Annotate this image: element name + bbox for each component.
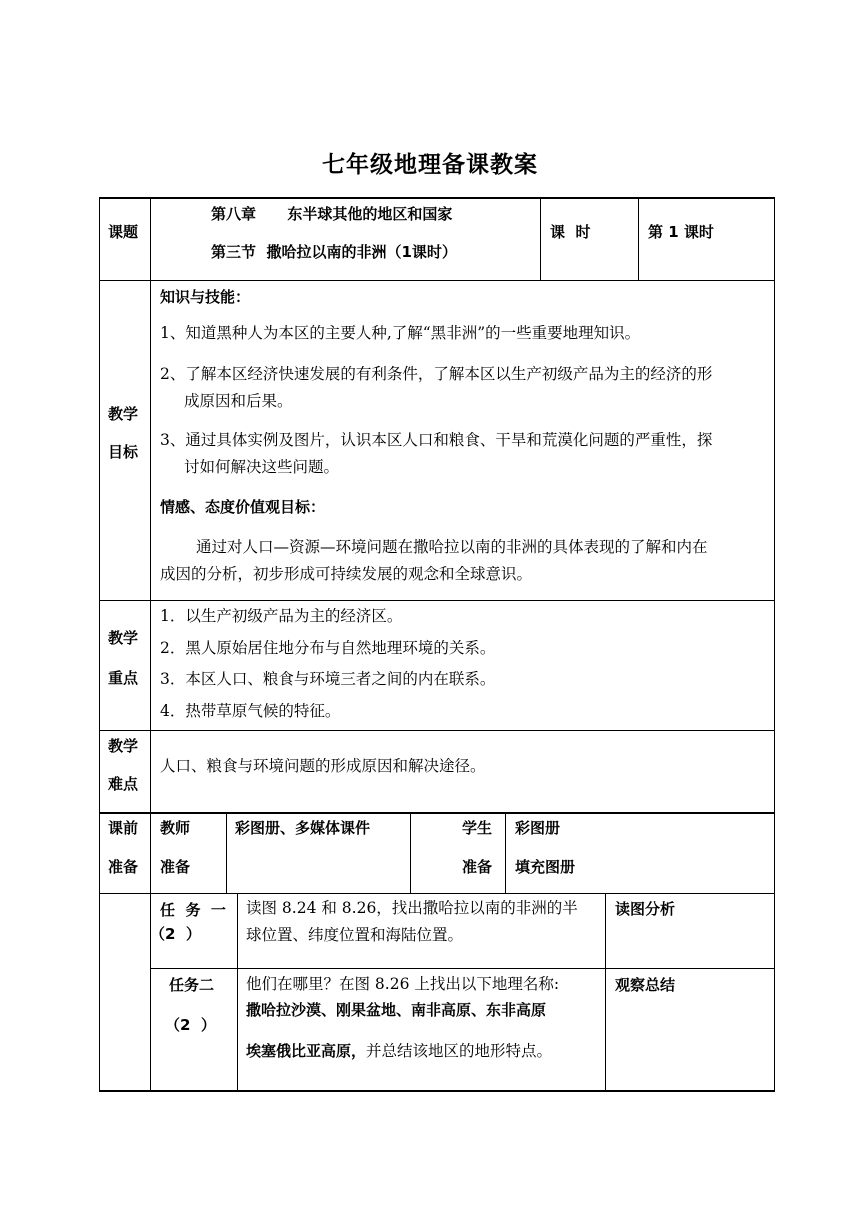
objective-item-3: 3、通过具体实例及图片，认识本区人口和粮食、干旱和荒漠化问题的严重性，探 — [160, 431, 713, 449]
objectives-label: 教学 — [108, 405, 139, 423]
key-points-label: 教学 — [108, 629, 139, 647]
student-prep-content: 填充图册 — [515, 858, 576, 876]
emotion-text-cont: 成因的分析，初步形成可持续发展的观念和全球意识。 — [160, 565, 533, 583]
student-prep-label: 准备 — [462, 858, 493, 876]
task-1-method: 读图分析 — [615, 900, 676, 918]
prep-divider — [410, 813, 411, 894]
difficulty-label: 难点 — [108, 775, 139, 793]
task-2-method: 观察总结 — [615, 976, 676, 994]
table-border-left — [99, 197, 100, 1092]
key-point-item: 1．以生产初级产品为主的经济区。 — [160, 607, 403, 625]
row-divider — [99, 730, 775, 731]
task-2-bold-term: 埃塞俄比亚高原， — [246, 1042, 367, 1060]
chapter-title: 第八章 东半球其他的地区和国家 — [211, 205, 453, 223]
emotion-text: 通过对人口—资源—环境问题在撒哈拉以南的非洲的具体表现的了解和内在 — [196, 538, 708, 556]
emotion-heading: 情感、态度价值观目标： — [160, 498, 326, 516]
prep-divider — [505, 813, 506, 894]
key-points-label: 重点 — [108, 669, 139, 687]
period-label: 课 时 — [550, 223, 591, 241]
task-divider — [605, 894, 606, 1091]
key-point-item: 4．热带草原气候的特征。 — [160, 702, 341, 720]
task-2-content-line3 — [246, 1040, 552, 1062]
document-title: 七年级地理备课教案 — [322, 152, 538, 178]
objectives-label: 目标 — [108, 443, 139, 461]
row-divider — [99, 893, 775, 894]
task-1-content-cont: 球位置、纬度位置和海陆位置。 — [246, 926, 464, 944]
row-divider — [99, 812, 775, 814]
task-2-content: 他们在哪里？在图 8.26 上找出以下地理名称: — [246, 975, 560, 993]
header-divider — [540, 197, 541, 281]
table-border-top — [99, 197, 775, 199]
section-title: 第三节 撒哈拉以南的非洲（1课时） — [211, 243, 457, 261]
period-value: 第 1 课时 — [648, 223, 714, 241]
row-divider — [99, 600, 775, 601]
table-border-bottom — [99, 1090, 775, 1092]
prep-divider — [226, 813, 227, 894]
difficulty-label: 教学 — [108, 737, 139, 755]
task-divider — [150, 968, 775, 969]
knowledge-heading: 知识与技能： — [160, 288, 251, 306]
label-column-divider — [150, 197, 151, 1092]
teacher-prep-label: 准备 — [160, 858, 191, 876]
objective-item-2: 2、了解本区经济快速发展的有利条件，了解本区以生产初级产品为主的经济的形 — [160, 365, 713, 383]
row-divider — [99, 280, 775, 281]
objective-item-1: 1、知道黑种人为本区的主要人种,了解“黑非洲”的一些重要地理知识。 — [160, 324, 641, 342]
task-2-name: 任务二 — [169, 976, 215, 994]
topic-label: 课题 — [108, 223, 139, 241]
teacher-prep-content: 彩图册、多媒体课件 — [235, 819, 371, 837]
task-1-content: 读图 8.24 和 8.26，找出撒哈拉以南的非洲的半 — [246, 899, 578, 917]
prep-label: 准备 — [108, 858, 139, 876]
task-2-content-cont: 撒哈拉沙漠、刚果盆地、南非高原、东非高原 — [246, 1001, 547, 1019]
header-divider — [638, 197, 639, 281]
teacher-prep-label: 教师 — [160, 819, 191, 837]
task-2-summary: 并总结该地区的地形特点。 — [366, 1042, 553, 1060]
difficulty-content: 人口、粮食与环境问题的形成原因和解决途径。 — [160, 757, 486, 775]
key-point-item: 3．本区人口、粮食与环境三者之间的内在联系。 — [160, 670, 496, 688]
key-point-item: 2．黑人原始居住地分布与自然地理环境的关系。 — [160, 639, 496, 657]
task-1-name: 任 务 一 — [160, 901, 226, 919]
task-1-duration: （2 ） — [150, 925, 201, 943]
student-prep-label: 学生 — [462, 819, 493, 837]
table-border-right — [774, 197, 775, 1092]
prep-label: 课前 — [108, 819, 139, 837]
task-2-duration: （2 ） — [165, 1016, 216, 1034]
task-divider — [237, 894, 238, 1091]
objective-item-3-cont: 讨如何解决这些问题。 — [184, 458, 340, 476]
student-prep-content: 彩图册 — [515, 819, 561, 837]
objective-item-2-cont: 成原因和后果。 — [184, 392, 293, 410]
